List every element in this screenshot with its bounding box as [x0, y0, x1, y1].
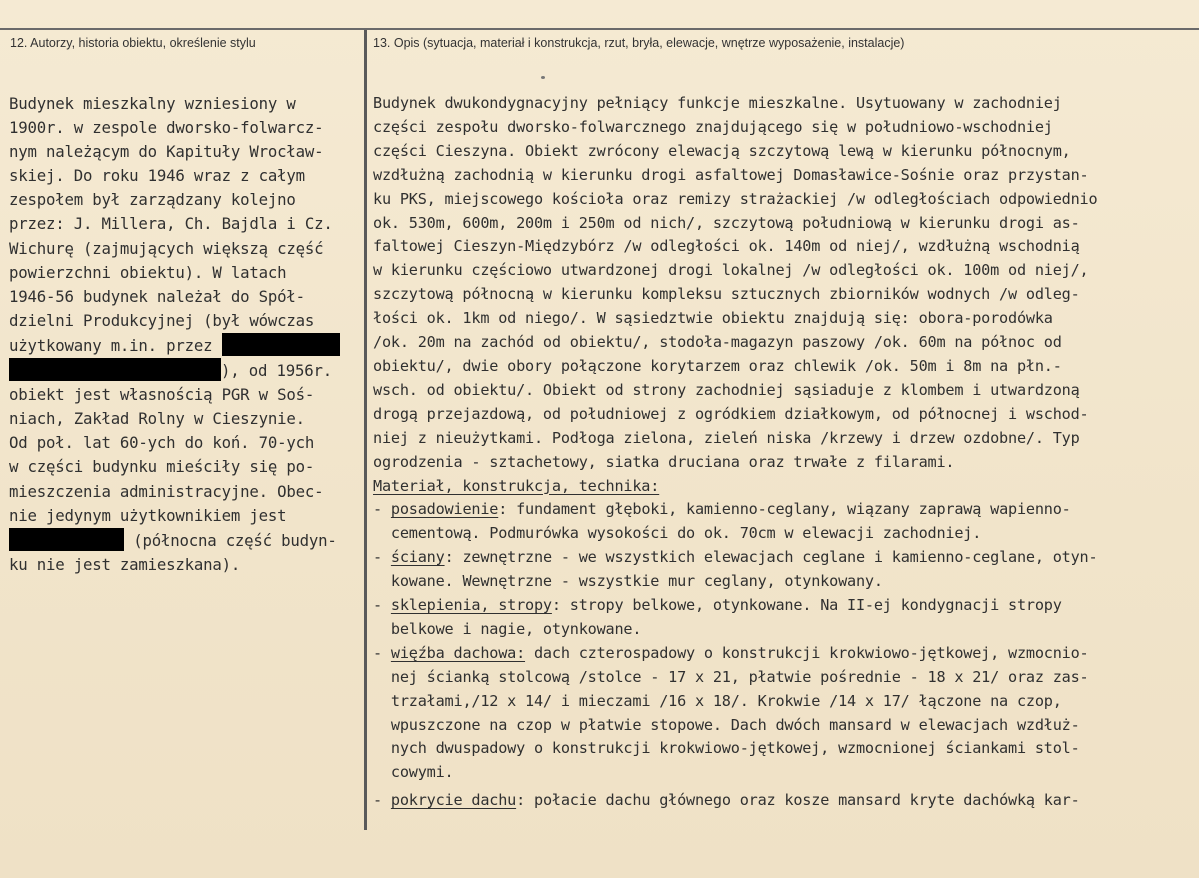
- history-line: 1900r. w zespole dworsko-folwarcz-: [9, 118, 324, 138]
- material-item-continuation: [373, 666, 1097, 690]
- description-line: ku PKS, miejscowego kościoła oraz remizy strażackiej /w odległościach odpowiednio: [373, 189, 1098, 208]
- description-line: Budynek dwukondygnacyjny pełniący funkcje mieszkalne. Usytuowany w zachodniej: [373, 94, 1062, 112]
- material-item-continuation: [373, 522, 1097, 546]
- item-text: : stropy belkowe, otynkowane. Na II-ej kondygnacji stropy: [551, 596, 1062, 615]
- item-text: nej ścianką stolcową /stolce - 17 x 21, płatwie pośrednie - 18 x 21/ oraz zas-: [390, 667, 1089, 686]
- history-line: powierzchni obiektu). W latach: [9, 262, 287, 282]
- material-item-continuation: [373, 737, 1097, 761]
- description-line: łości ok. 1km od niego/. W sąsiedztwie obiektu znajdują się: obora-porodówka: [373, 309, 1053, 328]
- item-text: : zewnętrzne - we wszystkich elewacjach ceglane i kamienno-ceglane, otyn-: [444, 548, 1098, 567]
- description-text: [373, 92, 1097, 813]
- item-text: wpuszczone na czop w płatwie stopowe. Dach dwóch mansard w elewacjach wzdłuż-: [390, 715, 1080, 734]
- material-item-continuation: [373, 690, 1097, 714]
- description-line: drogą przejazdową, od południowej z ogródkiem działkowym, od północnej i wschod-: [373, 404, 1089, 423]
- history-line: zespołem był zarządzany kolejno: [9, 190, 296, 210]
- item-text: belkowe i nagie, otynkowane.: [390, 619, 642, 638]
- item-bullet: -: [373, 791, 391, 810]
- item-text: cementową. Podmurówka wysokości do ok. 70cm w elewacji zachodniej.: [390, 524, 982, 543]
- item-bullet: -: [373, 500, 391, 519]
- history-line: dzielni Produkcyjnej (był wówczas: [9, 310, 315, 330]
- item-bullet: -: [373, 596, 391, 615]
- history-line: [9, 528, 340, 553]
- history-line: nie jedynym użytkownikiem jest: [9, 505, 287, 525]
- history-line: Wichurę (zajmujących większą część: [9, 238, 324, 258]
- item-term: ściany: [390, 548, 445, 567]
- description-line: części zespołu dworsko-folwarcznego znajdującego się w południowo-wschodniej: [373, 117, 1053, 136]
- item-text: : fundament głęboki, kamienno-ceglany, wiązany zaprawą wapienno-: [498, 500, 1071, 519]
- item-text: : połacie dachu głównego oraz kosze mansard kryte dachówką kar-: [516, 791, 1080, 810]
- item-bullet: -: [373, 548, 391, 567]
- material-item-continuation: [373, 570, 1097, 594]
- material-item-continuation: [373, 714, 1097, 738]
- item-term: sklepienia, stropy: [390, 596, 552, 615]
- material-item: [373, 642, 1097, 666]
- description-line: faltowej Cieszyn-Międzybórz /w odległości ok. 140m od niej/, wzdłużną wschodnią: [373, 237, 1080, 256]
- description-line: części Cieszyna. Obiekt zwrócony elewacją szczytową lewą w kierunku północnym,: [373, 141, 1071, 160]
- column-divider: [364, 30, 367, 830]
- history-line: w części budynku mieściły się po-: [9, 457, 315, 477]
- item-text: nych dwuspadowy o konstrukcji krokwiowo-jętkowej, wzmocnionej ściankami stol-: [390, 739, 1080, 758]
- redaction-block: [9, 358, 221, 381]
- history-line-text: użytkowany m.in. przez: [9, 335, 213, 355]
- material-heading: Materiał, konstrukcja, technika:: [373, 476, 660, 495]
- material-item: [373, 594, 1097, 618]
- section-13-header: 13. Opis (sytuacja, materiał i konstrukcja, rzut, bryła, elewacje, wnętrze wyposażenie, instalacje): [373, 36, 905, 50]
- history-line: 1946-56 budynek należał do Spół-: [9, 286, 305, 306]
- description-line: szczytową północną w kierunku kompleksu sztucznych zbiorników wodnych /w odleg-: [373, 285, 1080, 304]
- history-line: obiekt jest własnością PGR w Soś-: [9, 385, 315, 405]
- material-item-continuation: [373, 618, 1097, 642]
- item-term: więźba dachowa:: [390, 643, 526, 662]
- item-term: pokrycie dachu: [390, 791, 517, 810]
- redaction-block: [222, 333, 340, 356]
- history-line-text: (północna część budyn-: [124, 530, 337, 550]
- history-line: [9, 333, 340, 358]
- history-line: mieszczenia administracyjne. Obec-: [9, 481, 324, 501]
- ink-speck: [541, 76, 545, 79]
- item-text: dach czterospadowy o konstrukcji krokwiowo-jętkowej, wzmocnio-: [525, 643, 1089, 662]
- description-line: ogrodzenia - sztachetowy, siatka druciana oraz trwałe z filarami.: [373, 452, 955, 471]
- material-item: [373, 498, 1097, 522]
- section-12-header: 12. Autorzy, historia obiektu, określenie stylu: [10, 36, 256, 50]
- material-item-continuation: [373, 761, 1097, 785]
- history-line: ku nie jest zamieszkana).: [9, 554, 241, 574]
- description-line: /ok. 20m na zachód od obiektu/, stodoła-magazyn paszowy /ok. 60m na północ od: [373, 333, 1062, 352]
- history-line: Od poł. lat 60-ych do koń. 70-ych: [9, 433, 315, 453]
- history-line: Budynek mieszkalny wzniesiony w: [9, 94, 296, 113]
- description-line: niej z nieużytkami. Podłoga zielona, zieleń niska /krzewy i drzew ozdobne/. Typ: [373, 428, 1080, 447]
- history-line: skiej. Do roku 1946 wraz z całym: [9, 166, 305, 186]
- item-text: trzałami,/12 x 14/ i mieczami /16 x 18/. Krokwie /14 x 17/ łączone na czop,: [390, 691, 1062, 710]
- item-bullet: -: [373, 643, 391, 662]
- history-line: przez: J. Millera, Ch. Bajdla i Cz.: [9, 214, 333, 234]
- redaction-block: [9, 528, 124, 551]
- description-line: obiektu/, dwie obory połączone korytarzem oraz chlewik /ok. 50m i 8m na płn.-: [373, 356, 1062, 375]
- description-line: wsch. od obiektu/. Obiekt od strony zachodniej sąsiaduje z klombem i utwardzoną: [373, 380, 1080, 399]
- description-line: w kierunku częściowo utwardzonej drogi lokalnej /w odległości ok. 100m od niej/,: [373, 261, 1089, 280]
- item-text: kowane. Wewnętrzne - wszystkie mur ceglany, otynkowany.: [390, 572, 883, 591]
- top-rule: [0, 28, 1199, 30]
- history-line: nym należącym do Kapituły Wrocław-: [9, 142, 324, 162]
- material-item: [373, 546, 1097, 570]
- history-line-text: ), od 1956r.: [221, 361, 332, 381]
- item-text: cowymi.: [390, 763, 454, 782]
- description-line: ok. 530m, 600m, 200m i 250m od nich/, szczytową południową w kierunku drogi as-: [373, 213, 1080, 232]
- description-line: wzdłużną zachodnią w kierunku drogi asfaltowej Domasławice-Sośnie oraz przystan-: [373, 165, 1089, 184]
- history-text: [9, 92, 340, 577]
- history-line: [9, 358, 340, 383]
- history-line: niach, Zakład Rolny w Cieszynie.: [9, 409, 305, 429]
- material-item: [373, 789, 1097, 813]
- item-term: posadowienie: [390, 500, 499, 519]
